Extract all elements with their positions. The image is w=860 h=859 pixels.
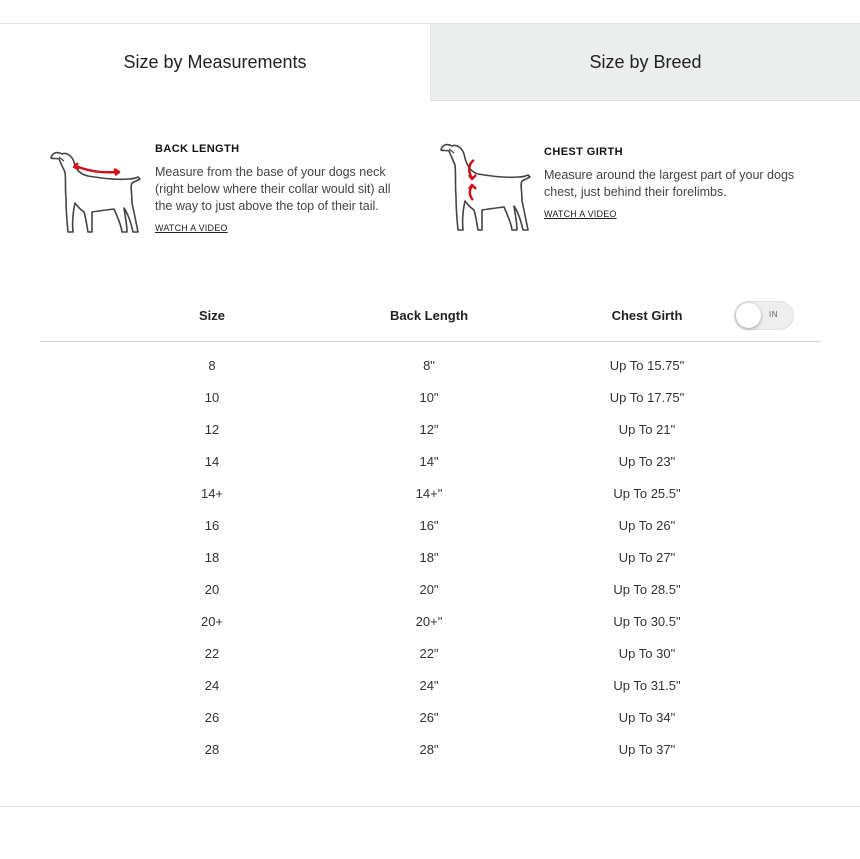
back-length-watch-video-link[interactable]: WATCH A VIDEO [155,223,228,233]
back-length-cell: 14+" [415,486,443,501]
header-back-length: Back Length [389,308,469,323]
tab-size-by-measurements[interactable]: Size by Measurements [0,24,430,101]
chest-girth-description: Measure around the largest part of your dogs chest, just behind their forelimbs. [544,168,795,199]
table-row [0,670,860,702]
table-row [0,382,860,414]
table-row [0,638,860,670]
table-header-divider [40,341,820,342]
size-cell: 22 [204,646,220,661]
back-length-cell: 22" [419,646,439,661]
back-length-cell: 18" [419,550,439,565]
size-cell: 8 [208,358,216,373]
chest-girth-cell: Up To 17.75" [609,390,685,405]
back-length-cell: 28" [419,742,439,757]
table-row [0,510,860,542]
chest-girth-cell: Up To 31.5" [613,678,681,693]
back-length-guide [0,130,430,250]
size-cell: 26 [204,710,220,725]
chest-girth-cell: Up To 27" [618,550,676,565]
size-cell: 14 [204,454,220,469]
table-row [0,350,860,382]
table-row [0,446,860,478]
size-table-header [0,300,860,332]
chest-girth-cell: Up To 26" [618,518,676,533]
table-row [0,734,860,766]
back-length-cell: 24" [419,678,439,693]
chest-girth-cell: Up To 15.75" [609,358,685,373]
size-cell: 18 [204,550,220,565]
back-length-cell: 26" [419,710,439,725]
size-cell: 28 [204,742,220,757]
table-row [0,414,860,446]
chest-girth-cell: Up To 30.5" [613,614,681,629]
table-row [0,574,860,606]
size-cell: 20+ [200,614,224,629]
size-cell: 24 [204,678,220,693]
chest-girth-cell: Up To 30" [618,646,676,661]
table-row [0,702,860,734]
back-length-cell: 14" [419,454,439,469]
tab-size-by-breed[interactable]: Size by Breed [430,24,860,101]
size-cell: 12 [204,422,220,437]
chest-girth-title: CHEST GIRTH [544,146,623,158]
chest-girth-cell: Up To 21" [618,422,676,437]
back-length-description: Measure from the base of your dogs neck (right below where their collar would sit) all the way to just above the top of their tail. [155,165,391,213]
bottom-divider [0,806,860,807]
back-length-cell: 8" [423,358,435,373]
chest-girth-guide [430,130,860,250]
table-row [0,542,860,574]
back-length-cell: 12" [419,422,439,437]
size-cell: 16 [204,518,220,533]
table-row [0,478,860,510]
size-cell: 10 [204,390,220,405]
chest-girth-cell: Up To 28.5" [613,582,681,597]
size-table-body [0,350,860,766]
chest-girth-cell: Up To 34" [618,710,676,725]
toggle-knob [736,303,761,328]
back-length-cell: 10" [419,390,439,405]
size-cell: 14+ [200,486,224,501]
back-length-cell: 20+" [415,614,443,629]
unit-toggle-label: IN [769,310,778,319]
table-row [0,606,860,638]
unit-toggle[interactable] [734,301,794,330]
chest-girth-watch-video-link[interactable]: WATCH A VIDEO [544,209,617,219]
dog-back-length-icon [48,140,143,235]
size-tabs [0,24,860,101]
chest-girth-cell: Up To 37" [618,742,676,757]
back-length-cell: 20" [419,582,439,597]
size-cell: 20 [204,582,220,597]
header-chest-girth: Chest Girth [611,308,683,323]
back-length-title: BACK LENGTH [155,143,240,155]
dog-chest-girth-icon [438,138,538,233]
header-size: Size [198,308,226,323]
back-length-cell: 16" [419,518,439,533]
chest-girth-cell: Up To 23" [618,454,676,469]
chest-girth-cell: Up To 25.5" [613,486,681,501]
